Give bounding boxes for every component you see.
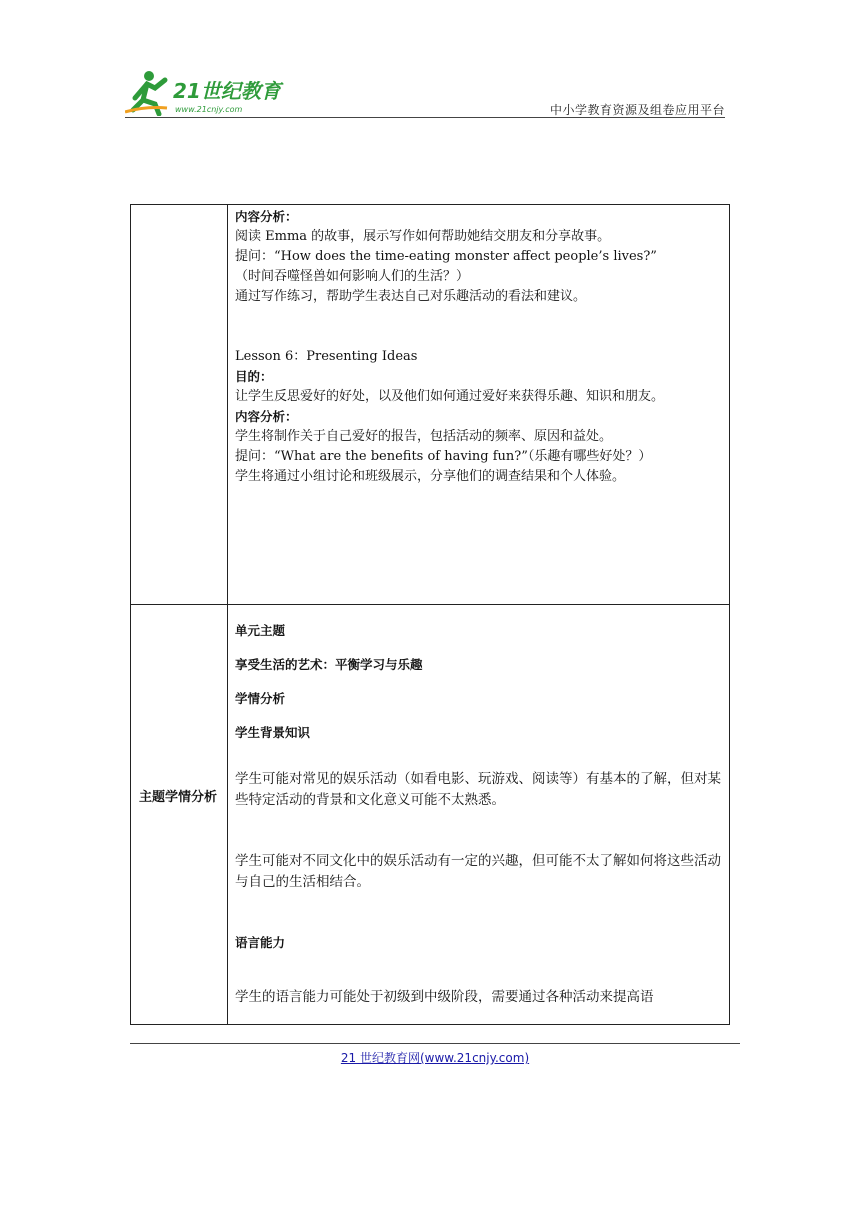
row1-content bbox=[228, 205, 729, 487]
row-label: 主题学情分析 bbox=[139, 790, 218, 805]
section-heading: 内容分析： bbox=[235, 209, 298, 224]
section-heading: 内容分析： bbox=[235, 409, 298, 424]
paragraph: 学生可能对不同文化中的娱乐活动有一定的兴趣，但可能不太了解如何将这些活动与自己的生活相结合。 bbox=[235, 853, 721, 890]
section-heading: 学生背景知识 bbox=[235, 725, 311, 740]
logo-url: www.21cnjy.com bbox=[175, 105, 243, 114]
table-row bbox=[131, 605, 730, 1025]
text-line: 通过写作练习，帮助学生表达自己对乐趣活动的看法和建议。 bbox=[235, 289, 587, 304]
logo-text: 21世纪教育 bbox=[173, 79, 281, 103]
paragraph: 学生可能对常见的娱乐活动（如看电影、玩游戏、阅读等）有基本的了解，但对某些特定活动的背景和文化意义可能不太熟悉。 bbox=[235, 771, 721, 808]
text-line: 学生将制作关于自己爱好的报告，包括活动的频率、原因和益处。 bbox=[235, 429, 613, 444]
section-heading: 单元主题 bbox=[235, 623, 286, 638]
blank-line bbox=[235, 307, 723, 327]
text-line: 提问：“What are the benefits of having fun?”（乐趣有哪些好处？） bbox=[235, 449, 652, 464]
text-line: （时间吞噬怪兽如何影响人们的生活？） bbox=[235, 269, 470, 284]
footer-divider bbox=[130, 1043, 740, 1044]
blank-line bbox=[235, 327, 723, 347]
row1-label-cell bbox=[131, 205, 228, 605]
text-line: Lesson 6：Presenting Ideas bbox=[235, 349, 418, 364]
row2-content bbox=[228, 605, 729, 1008]
row2-content-cell bbox=[228, 605, 730, 1025]
page-header bbox=[125, 68, 725, 118]
logo-21cnjy-icon bbox=[125, 68, 295, 116]
text-line: 让学生反思爱好的好处，以及他们如何通过爱好来获得乐趣、知识和朋友。 bbox=[235, 389, 665, 404]
section-heading: 语言能力 bbox=[235, 935, 286, 950]
text-line: 学生将通过小组讨论和班级展示，分享他们的调查结果和个人体验。 bbox=[235, 469, 626, 484]
table-row bbox=[131, 205, 730, 605]
footer-link[interactable]: 21 世纪教育网(www.21cnjy.com) bbox=[340, 1051, 530, 1065]
text-line: 提问：“How does the time-eating monster affect people’s lives?” bbox=[235, 249, 657, 264]
row1-content-cell bbox=[228, 205, 730, 605]
section-heading: 享受生活的艺术：平衡学习与乐趣 bbox=[235, 657, 423, 672]
paragraph: 学生的语言能力可能处于初级到中级阶段，需要通过各种活动来提高语 bbox=[235, 989, 654, 1005]
section-heading: 目的： bbox=[235, 369, 273, 384]
footer bbox=[130, 1049, 740, 1066]
section-heading: 学情分析 bbox=[235, 691, 286, 706]
platform-name: 中小学教育资源及组卷应用平台 bbox=[549, 103, 725, 117]
lesson-table bbox=[130, 204, 730, 1025]
header-divider bbox=[125, 117, 725, 118]
text-line: 阅读 Emma 的故事，展示写作如何帮助她结交朋友和分享故事。 bbox=[235, 229, 611, 244]
row2-label-cell bbox=[131, 605, 228, 1025]
